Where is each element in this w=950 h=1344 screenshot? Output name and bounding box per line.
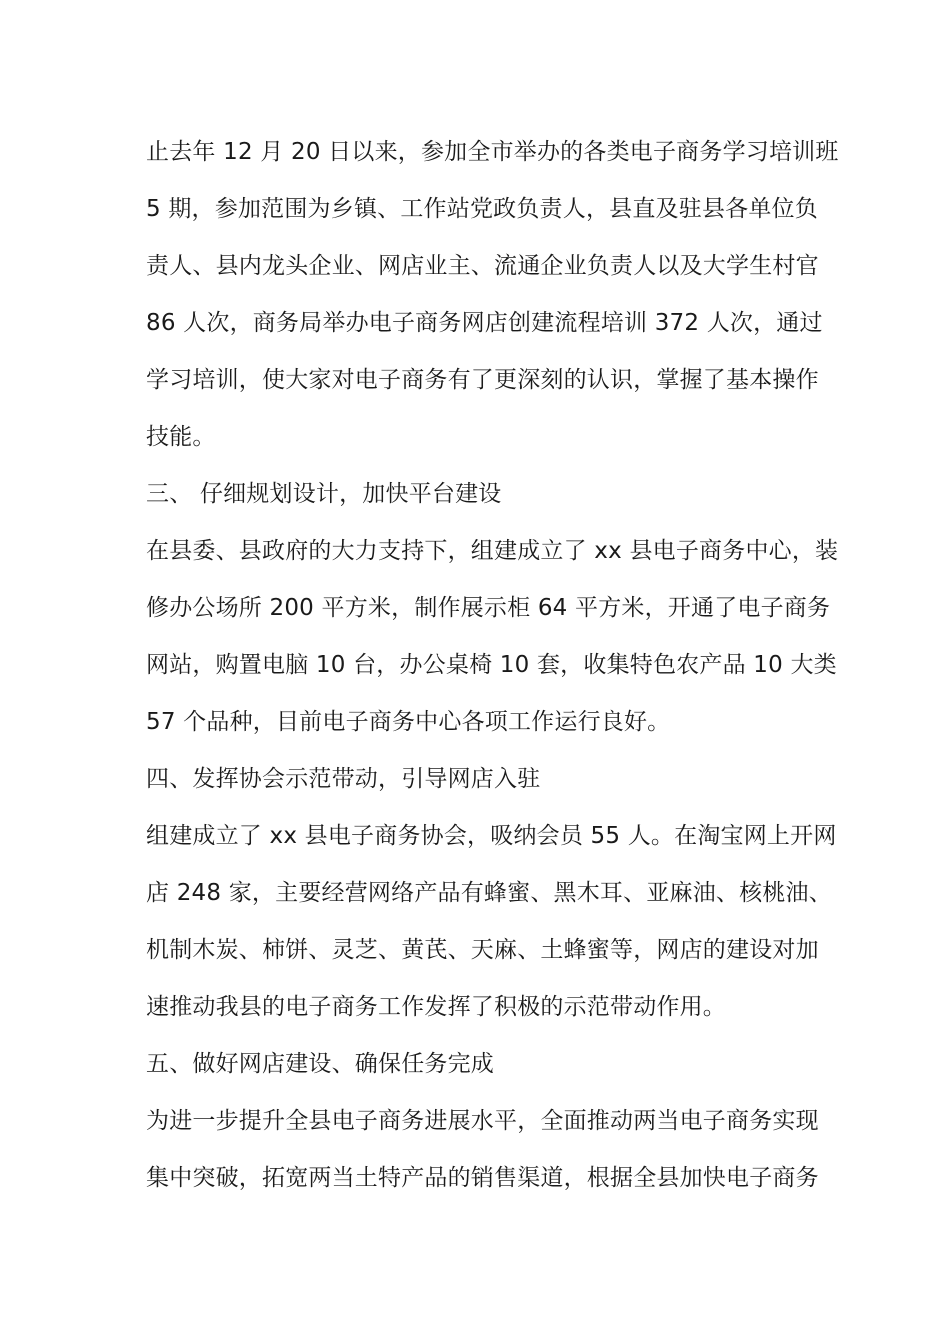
text-line: 5 期，参加范围为乡镇、工作站党政负责人，县直及驻县各单位负 bbox=[146, 196, 818, 222]
section-heading: 三、 仔细规划设计，加快平台建设 bbox=[146, 481, 502, 507]
section-heading: 五、做好网店建设、确保任务完成 bbox=[146, 1051, 494, 1077]
text-line: 责人、县内龙头企业、网店业主、流通企业负责人以及大学生村官 bbox=[146, 253, 819, 279]
text-line: 组建成立了 xx 县电子商务协会，吸纳会员 55 人。在淘宝网上开网 bbox=[146, 823, 837, 849]
text-line: 网站，购置电脑 10 台，办公桌椅 10 套，收集特色农产品 10 大类 bbox=[146, 652, 837, 678]
text-line: 技能。 bbox=[146, 424, 216, 450]
text-line: 机制木炭、柿饼、灵芝、黄芪、天麻、土蜂蜜等，网店的建设对加 bbox=[146, 937, 819, 963]
text-line: 止去年 12 月 20 日以来，参加全市举办的各类电子商务学习培训班 bbox=[146, 139, 839, 165]
text-line: 店 248 家，主要经营网络产品有蜂蜜、黑木耳、亚麻油、核桃油、 bbox=[146, 880, 832, 906]
text-line: 速推动我县的电子商务工作发挥了积极的示范带动作用。 bbox=[146, 994, 726, 1020]
text-line: 集中突破，拓宽两当土特产品的销售渠道，根据全县加快电子商务 bbox=[146, 1165, 819, 1191]
text-line: 在县委、县政府的大力支持下，组建成立了 xx 县电子商务中心，装 bbox=[146, 538, 839, 564]
text-line: 57 个品种，目前电子商务中心各项工作运行良好。 bbox=[146, 709, 671, 735]
text-line: 为进一步提升全县电子商务进展水平，全面推动两当电子商务实现 bbox=[146, 1108, 819, 1134]
text-line: 学习培训，使大家对电子商务有了更深刻的认识，掌握了基本操作 bbox=[146, 367, 819, 393]
text-line: 86 人次，商务局举办电子商务网店创建流程培训 372 人次，通过 bbox=[146, 310, 823, 336]
section-heading: 四、发挥协会示范带动，引导网店入驻 bbox=[146, 766, 541, 792]
text-line: 修办公场所 200 平方米，制作展示柜 64 平方米，开通了电子商务 bbox=[146, 595, 831, 621]
